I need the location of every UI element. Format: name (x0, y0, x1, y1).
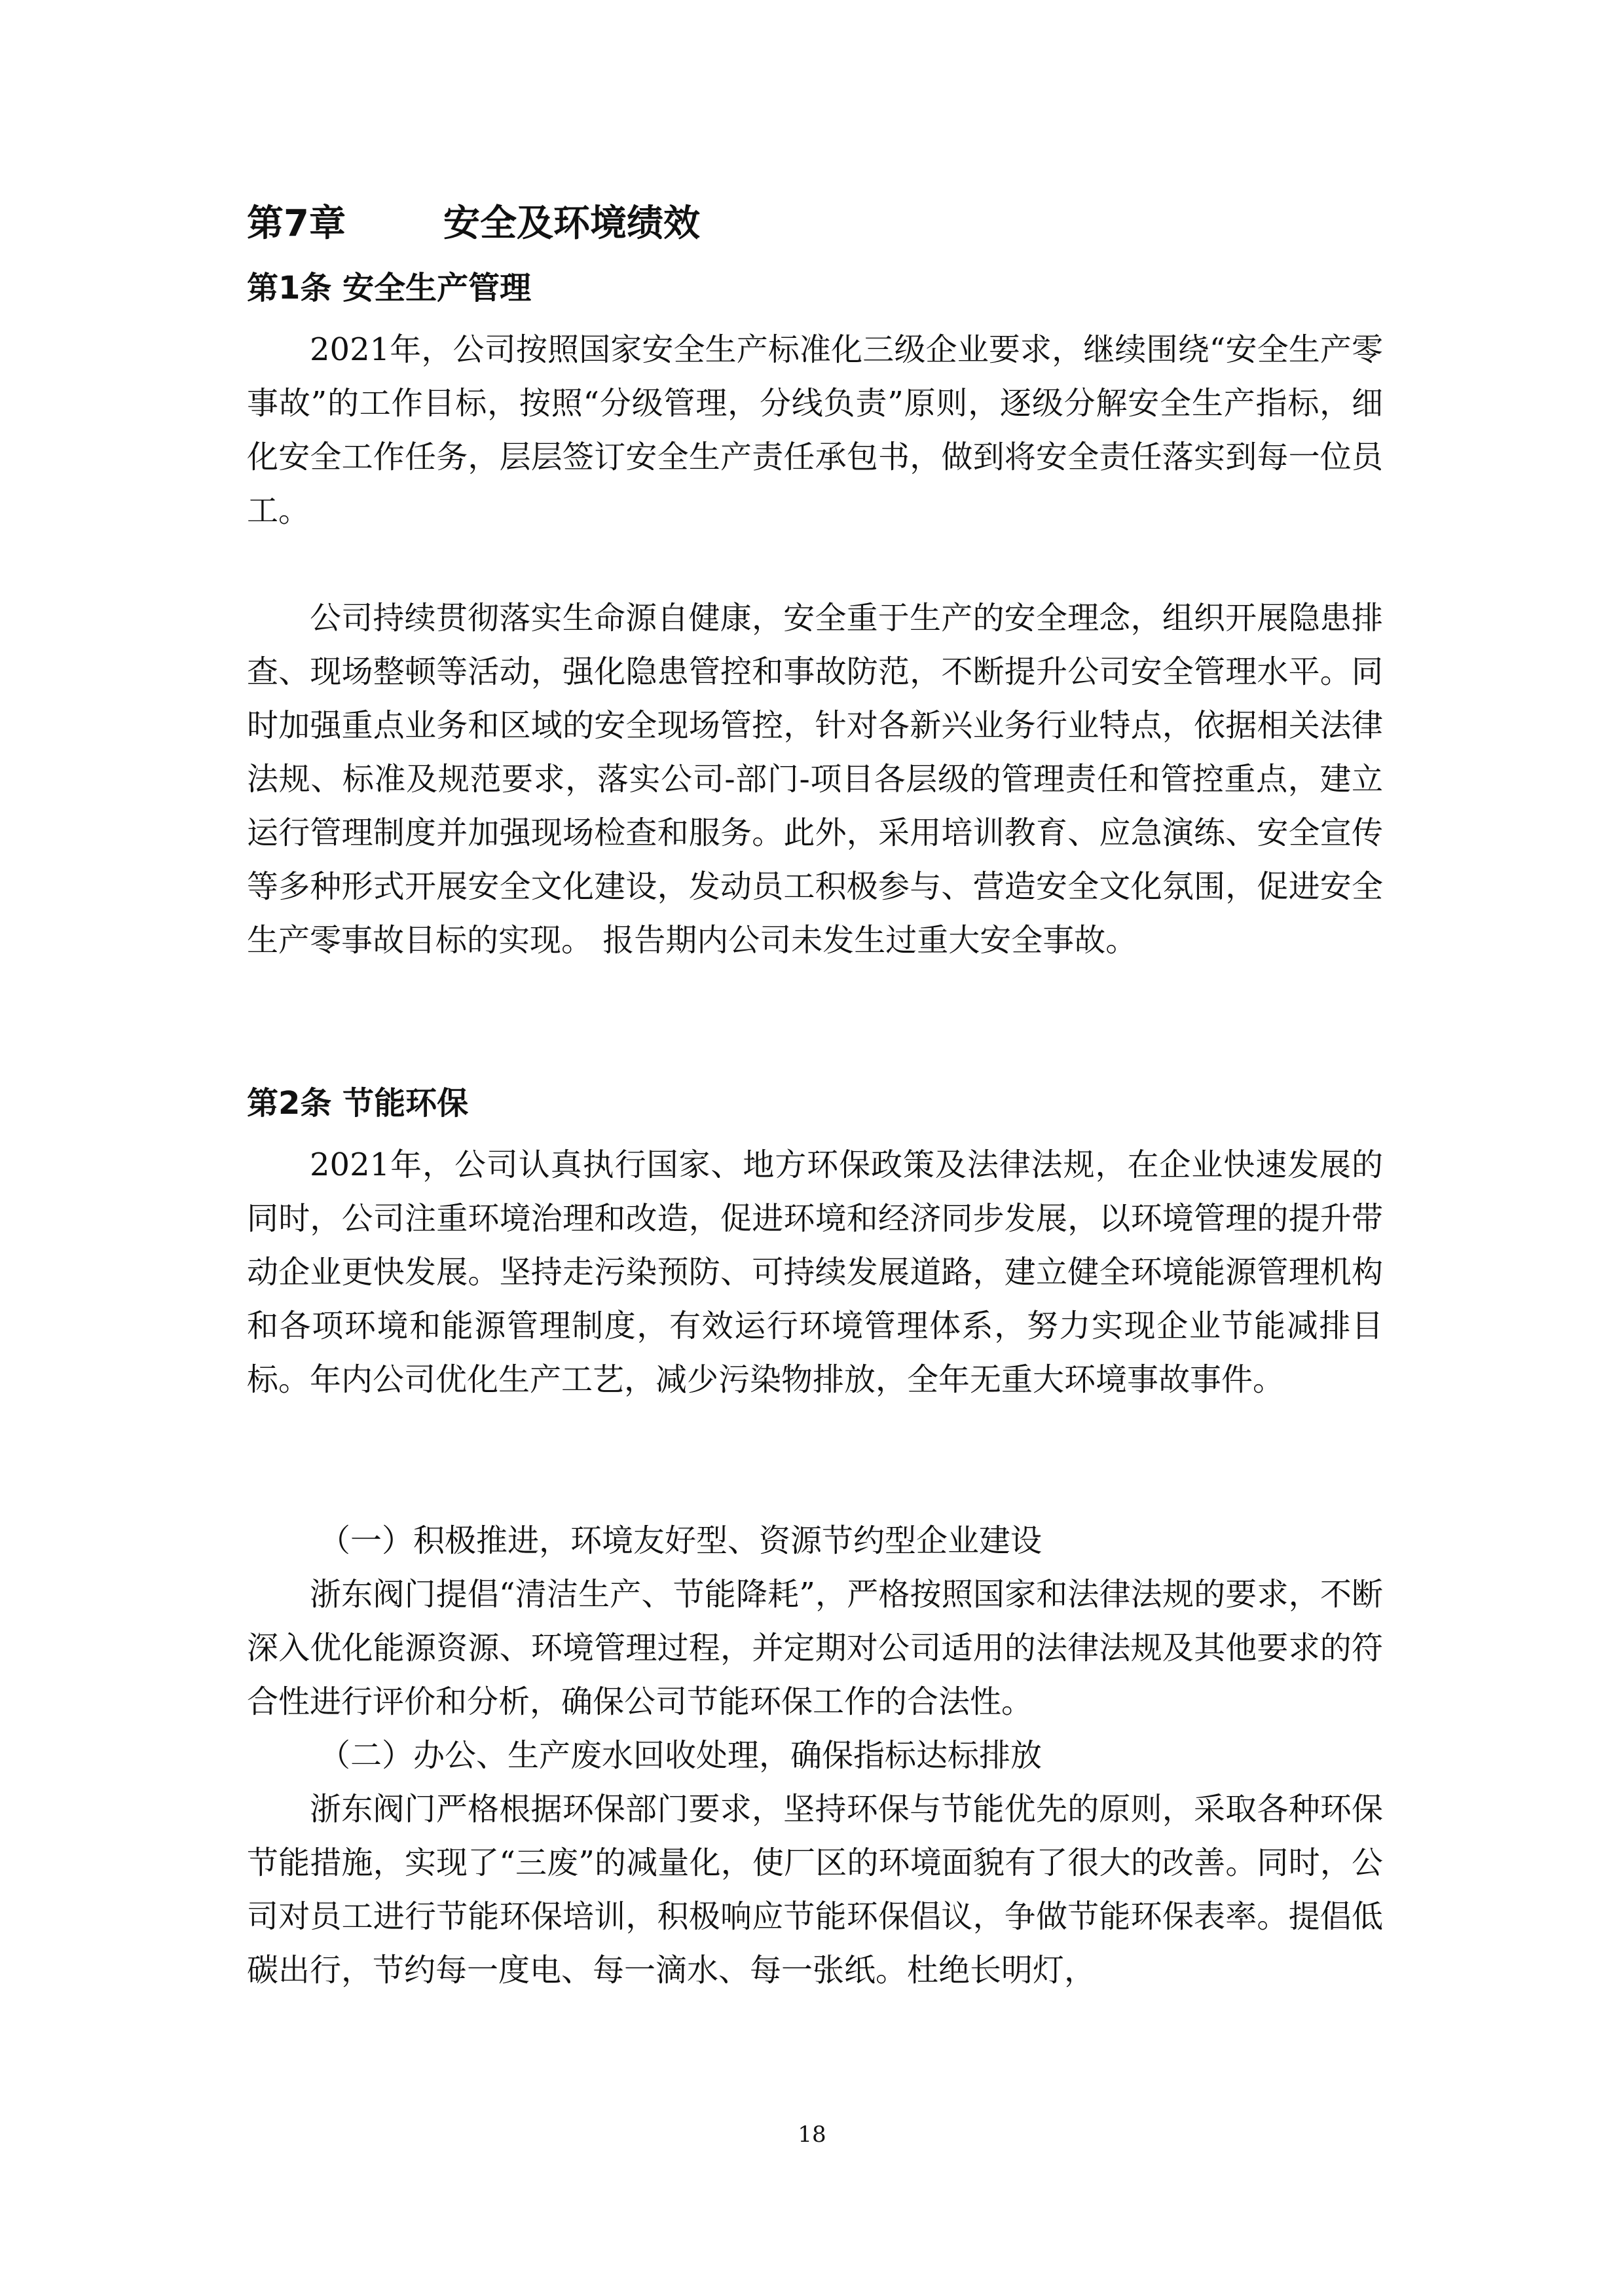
subsection-1-body: 浙东阀门提倡“清洁生产、节能降耗”，严格按照国家和法律法规的要求，不断深入优化能源资源、环境管理过程，并定期对公司适用的法律法规及其他要求的符合性进行评价和分析，确保公司节能环保工作的合法性。 (247, 1576, 1383, 1720)
section-1-paragraph-2: 公司持续贯彻落实生命源自健康，安全重于生产的安全理念，组织开展隐患排查、现场整顿等活动，强化隐患管控和事故防范，不断提升公司安全管理水平。同时加强重点业务和区域的安全现场管控，针对各新兴业务行业特点，依据相关法律法规、标准及规范要求，落实公司-部门-项目各层级的管理责任和管控重点，建立运行管理制度并加强现场检查和服务。此外，采用培训教育、应急演练、安全宣传等多种形式开展安全文化建设，发动员工积极参与、营造安全文化氛围，促进安全生产零事故目标的实现。 报告期内公司未发生过重大安全事故。 (247, 600, 1383, 959)
section-2-intro: 2021年，公司认真执行国家、地方环保政策及法律法规，在企业快速发展的同时，公司注重环境治理和改造，促进环境和经济同步发展，以环境管理的提升带动企业更快发展。坚持走污染预防、可持续发展道路，建立健全环境能源管理机构和各项环境和能源管理制度，有效运行环境管理体系，努力实现企业节能减排目标。年内公司优化生产工艺，减少污染物排放，全年无重大环境事故事件。 (247, 1147, 1383, 1398)
subsection-2-title: （二）办公、生产废水回收处理，确保指标达标排放 (319, 1737, 1043, 1774)
subsection-1-title: （一）积极推进，环境友好型、资源节约型企业建设 (319, 1522, 1043, 1559)
chapter-title: 安全及环境绩效 (443, 202, 700, 245)
chapter-number: 第7章 (247, 202, 346, 245)
section-2-heading: 第2条 节能环保 (247, 1085, 469, 1122)
section-1-paragraph-1: 2021年，公司按照国家安全生产标准化三级企业要求，继续围绕“安全生产零事故”的工作目标，按照“分级管理，分线负责”原则，逐级分解安全生产指标，细化安全工作任务，层层签订安全生产责任承包书，做到将安全责任落实到每一位员工。 (247, 331, 1383, 529)
page-number: 18 (798, 2121, 826, 2148)
section-1-heading: 第1条 安全生产管理 (247, 270, 532, 306)
chapter-heading (247, 198, 700, 250)
subsection-2-body: 浙东阀门严格根据环保部门要求，坚持环保与节能优先的原则，采取各种环保节能措施，实现了“三废”的减量化，使厂区的环境面貌有了很大的改善。同时，公司对员工进行节能环保培训，积极响应节能环保倡议，争做节能环保表率。提倡低碳出行，节约每一度电、每一滴水、每一张纸。杜绝长明灯， (247, 1791, 1383, 1989)
